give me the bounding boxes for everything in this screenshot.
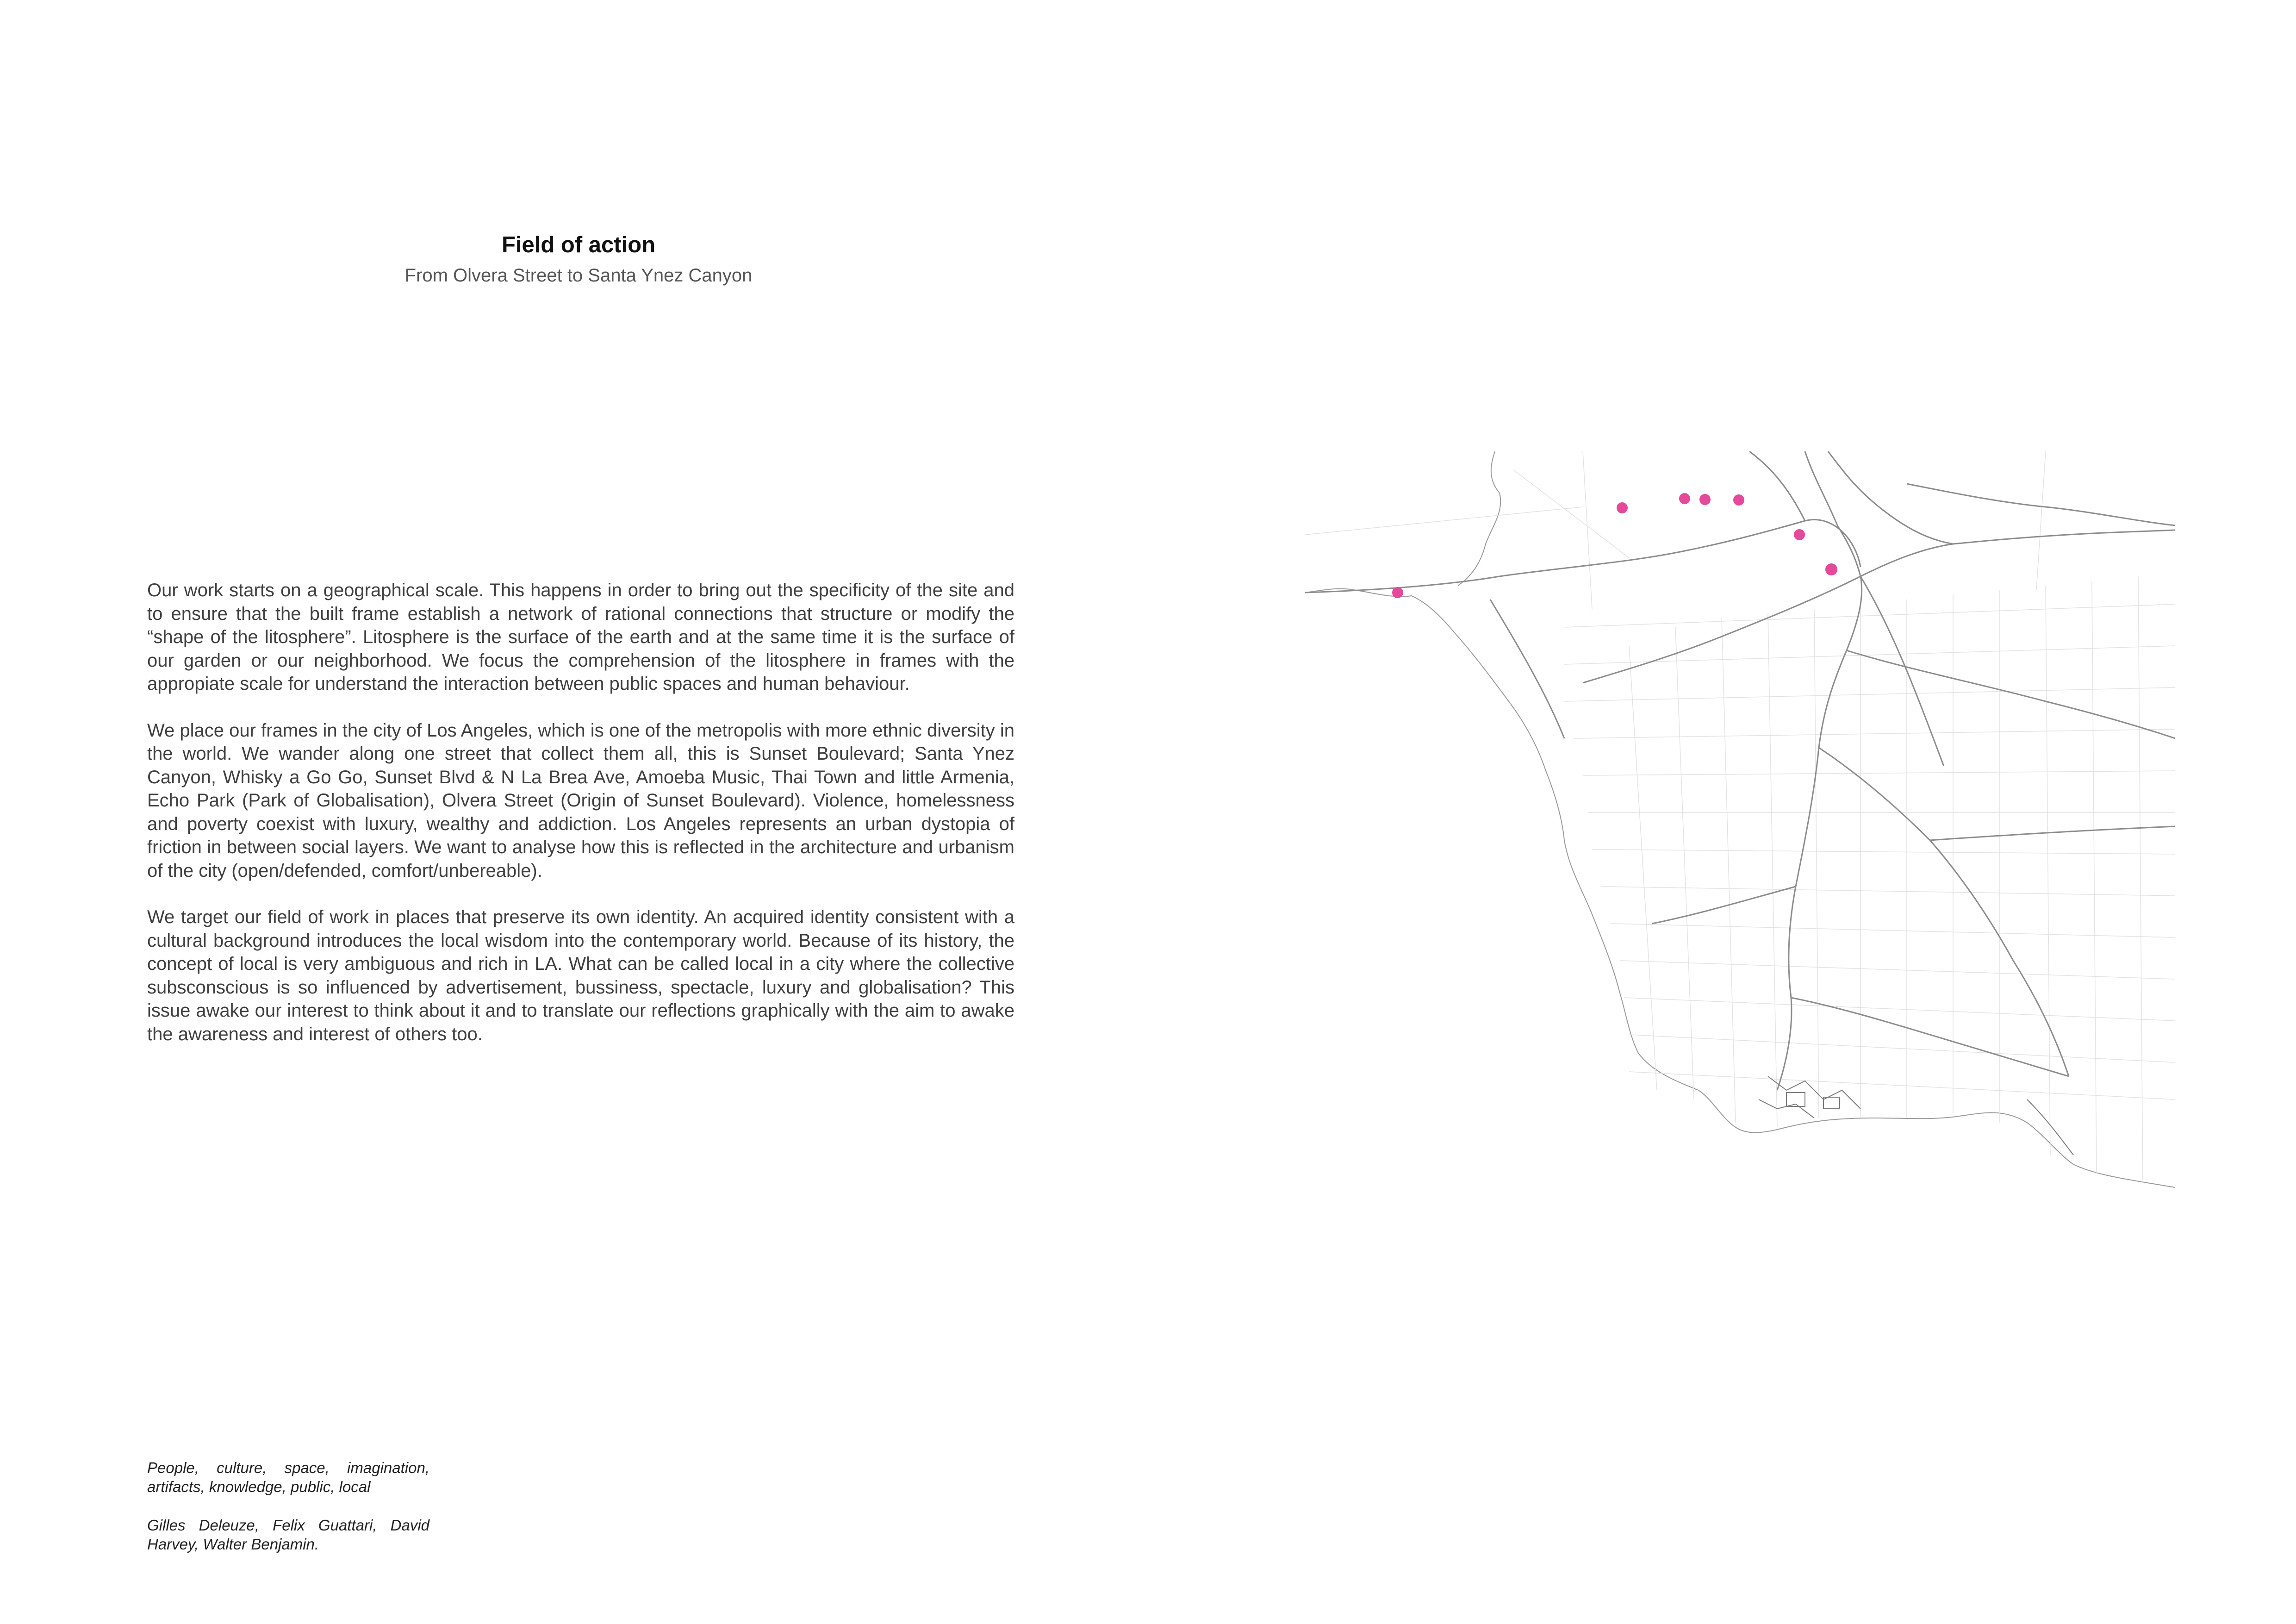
notes xyxy=(147,1458,429,1573)
page-title: Field of action xyxy=(501,232,656,257)
los-angeles-map xyxy=(1305,451,2175,1192)
marker-thai-town xyxy=(1733,494,1744,506)
references-note: Gilles Deleuze, Felix Guattari, David Harvey, Walter Benjamin. xyxy=(147,1517,429,1553)
paragraph-2: We place our frames in the city of Los Angeles, which is one of the metropolis with more ethnic diversity in the world. We wander along one street that collect them all, this is Sunset Boulevard; Santa Ynez Canyon, Whisky a Go Go, Sunset Blvd & N La Brea Ave, Amoeba Music, Thai Town and little Armenia, Echo Park (Park of Globalisation), Olvera Street (Origin of Sunset Boulevard). Violence, homelessness and poverty coexist with luxury, wealthy and addiction. Los Angeles represents an urban dystopia of friction in between social layers. We want to analyse how this is reflected in the architecture and urbanism of the city (open/defended, comfort/unbereable). xyxy=(147,720,1014,881)
marker-sunset-la-brea xyxy=(1679,493,1690,504)
paragraph-3: We target our field of work in places that preserve its own identity. An acquired identity consistent with a cultural background introduces the local wisdom into the contemporary world. Because of its history, the concept of local is very ambiguous and rich in LA. What can be called local in a city where the collective subsconscious is so influenced by advertisement, bussiness, spectacle, luxury and globalisation? This issue awake our interest to think about it and to translate our reflections graphically with the aim to awake the awareness and interest of others too. xyxy=(147,907,1014,1044)
major-roads xyxy=(1305,451,2175,1090)
marker-olvera-street xyxy=(1825,563,1837,575)
marker-whisky-a-go-go xyxy=(1617,502,1628,513)
marker-echo-park xyxy=(1794,529,1805,540)
street-grid xyxy=(1305,451,2175,1183)
paragraph-1: Our work starts on a geographical scale. This happens in order to bring out the specificity of the site and to ensure that the built frame establish a network of rational connections that structure or modify the “shape of the litosphere”. Litosphere is the surface of the earth and at the same time it is the surface of our garden or our neighborhood. We focus the comprehension of the litosphere in frames with the appropiate scale for understand the interaction between public spaces and human behaviour. xyxy=(147,580,1014,694)
keywords-note: People, culture, space, imagination, artifacts, knowledge, public, local xyxy=(147,1459,429,1495)
page-subtitle: From Olvera Street to Santa Ynez Canyon xyxy=(404,265,753,286)
marker-amoeba-music xyxy=(1699,494,1711,505)
port-area xyxy=(1759,1076,2073,1155)
title-block xyxy=(287,231,870,287)
body-text xyxy=(147,579,1014,1069)
marker-santa-ynez-canyon xyxy=(1392,587,1403,598)
